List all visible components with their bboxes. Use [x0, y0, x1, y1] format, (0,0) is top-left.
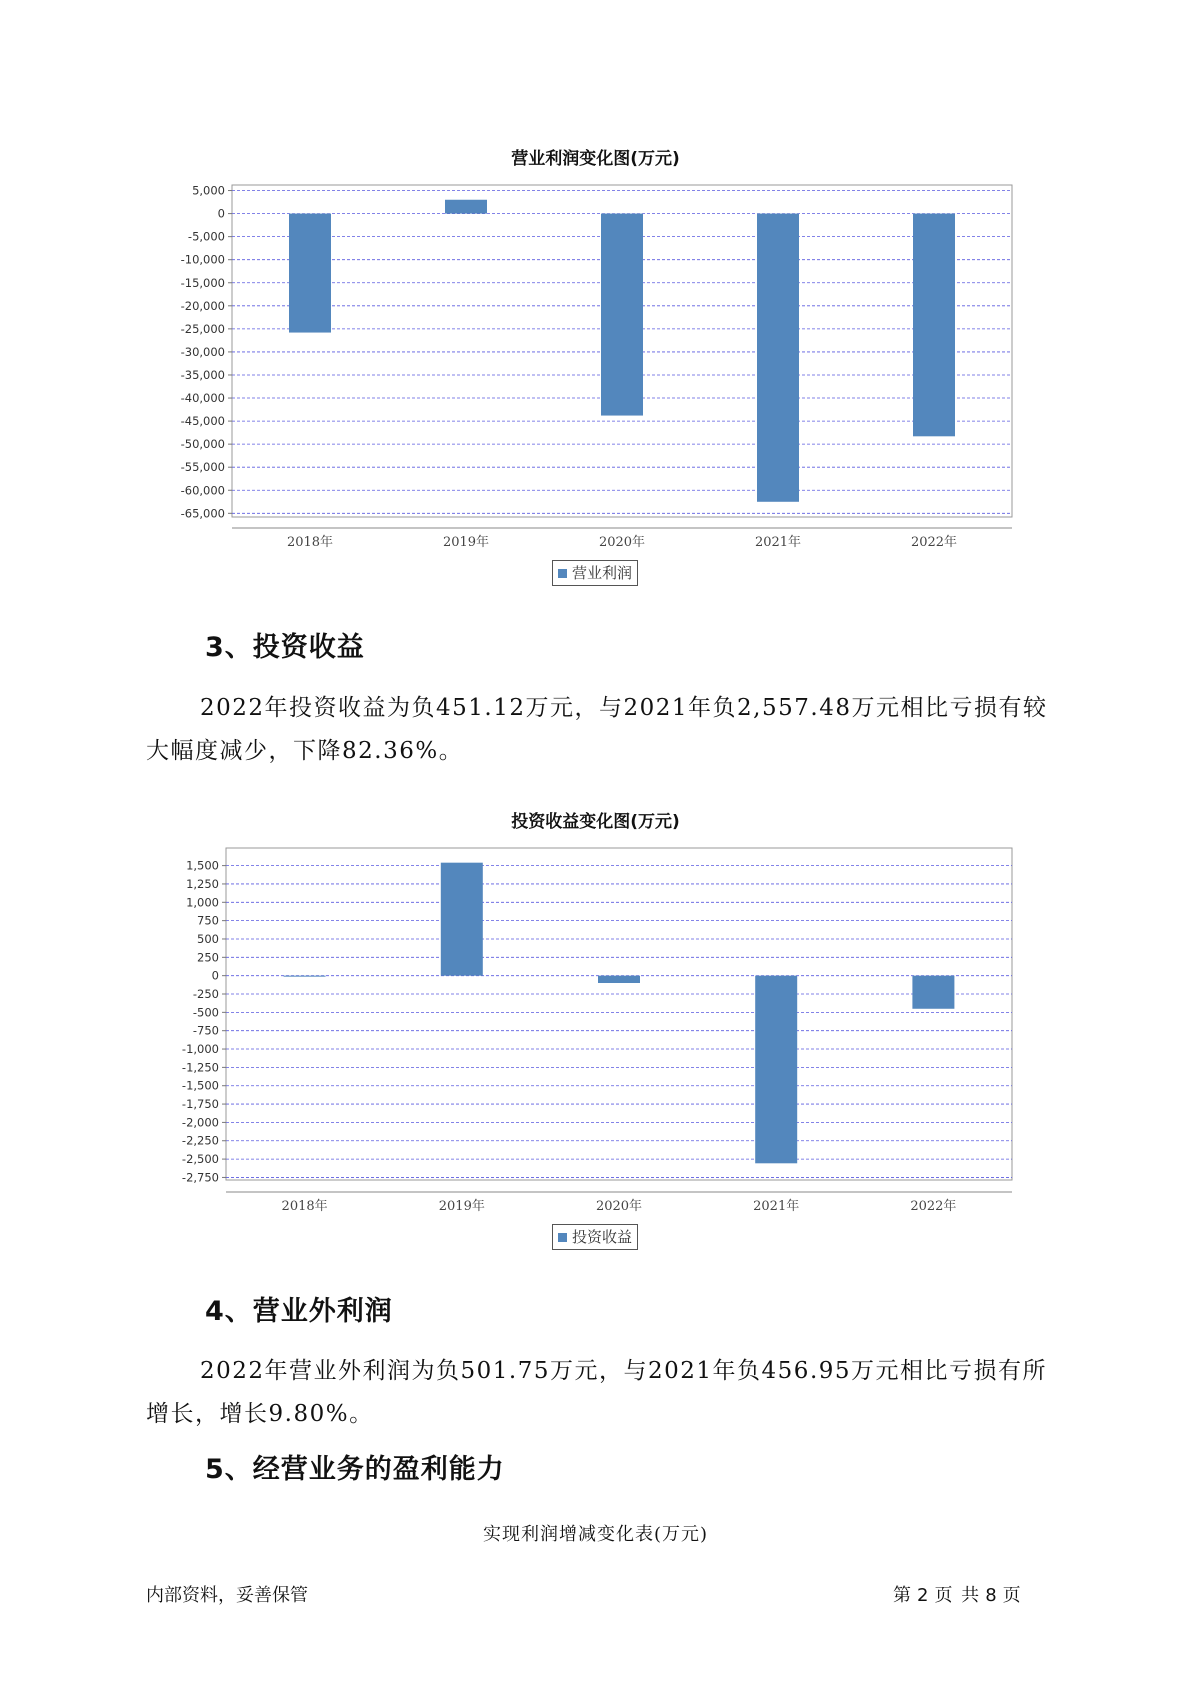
y-tick-label: -1,250	[181, 1060, 219, 1075]
y-tick-label: -30,000	[180, 344, 225, 359]
y-tick-label: 0	[217, 206, 225, 221]
legend-investment-income	[552, 1224, 638, 1250]
x-tick-label: 2020年	[595, 1199, 643, 1214]
bar-2021年	[755, 976, 797, 1164]
y-tick-label: -2,250	[181, 1133, 219, 1148]
section-3-heading: 3、投资收益	[205, 632, 365, 663]
x-tick-label: 2018年	[286, 535, 334, 550]
y-tick-label: -15,000	[180, 275, 225, 290]
x-tick-label: 2021年	[754, 535, 802, 550]
y-tick-label: -35,000	[180, 367, 225, 382]
y-tick-label: 1,000	[186, 895, 219, 910]
y-tick-label: -5,000	[187, 229, 225, 244]
section-4-heading: 4、营业外利润	[205, 1296, 393, 1327]
chart-title-investment-income: 投资收益变化图(万元)	[511, 812, 680, 832]
footer-page-number	[890, 1581, 1024, 1607]
y-tick-label: 500	[197, 931, 219, 946]
page-prefix: 第	[893, 1585, 911, 1606]
section-5-heading: 5、经营业务的盈利能力	[205, 1454, 505, 1485]
y-tick-label: -1,750	[181, 1097, 219, 1112]
x-tick-label: 2021年	[753, 1199, 800, 1214]
y-tick-label: 250	[197, 950, 219, 965]
legend-label: 投资收益	[572, 1228, 633, 1246]
table-caption: 实现利润增减变化表(万元)	[482, 1524, 709, 1545]
y-tick-label: -25,000	[180, 321, 225, 336]
y-tick-label: -2,750	[181, 1170, 219, 1185]
y-tick-label: -1,500	[181, 1078, 219, 1093]
y-tick-label: 1,250	[186, 876, 219, 891]
bar-2020年	[598, 976, 640, 983]
x-tick-label: 2018年	[281, 1199, 328, 1214]
legend-label: 营业利润	[572, 564, 633, 582]
y-tick-label: -55,000	[180, 460, 225, 475]
bar-2022年	[912, 976, 954, 1009]
page-mid: 页 共	[934, 1585, 980, 1606]
y-tick-label: -2,500	[181, 1152, 219, 1167]
footer-confidential-note: 内部资料，妥善保管	[146, 1585, 308, 1606]
y-tick-label: -500	[192, 1005, 219, 1020]
y-tick-label: -50,000	[180, 437, 225, 452]
page-suffix: 页	[1002, 1585, 1021, 1606]
y-tick-label: 1,500	[186, 858, 219, 873]
y-tick-label: -1,000	[181, 1042, 219, 1057]
y-tick-label: -750	[192, 1023, 219, 1038]
y-tick-label: -65,000	[180, 506, 225, 521]
section-3-paragraph: 2022年投资收益为负451.12万元，与2021年负2,557.48万元相比亏损有较大幅度减少，下降82.36%。	[146, 695, 1048, 764]
y-tick-label: -10,000	[180, 252, 225, 267]
bar-2019年	[441, 863, 483, 976]
chart-title-operating-profit: 营业利润变化图(万元)	[511, 149, 680, 169]
plot-area	[226, 848, 1012, 1180]
y-tick-label: -20,000	[180, 298, 225, 313]
y-tick-label: -45,000	[180, 414, 225, 429]
y-tick-label: -40,000	[180, 391, 225, 406]
section-4-paragraph: 2022年营业外利润为负501.75万元，与2021年负456.95万元相比亏损有所增长，增长9.80%。	[146, 1358, 1048, 1427]
x-tick-label: 2022年	[910, 1199, 957, 1214]
y-tick-label: 0	[211, 968, 219, 983]
y-tick-label: 750	[197, 913, 219, 928]
x-tick-label: 2020年	[598, 535, 646, 550]
x-tick-label: 2019年	[442, 535, 490, 550]
y-tick-label: -60,000	[180, 483, 225, 498]
y-tick-label: -2,000	[181, 1115, 219, 1130]
x-tick-label: 2022年	[910, 535, 958, 550]
total-pages: 8	[985, 1585, 997, 1606]
current-page: 2	[917, 1585, 929, 1606]
bar-2018年	[284, 976, 326, 977]
legend-swatch	[558, 1233, 567, 1242]
y-tick-label: -250	[192, 987, 219, 1002]
x-tick-label: 2019年	[438, 1199, 485, 1214]
y-tick-label: 5,000	[192, 183, 225, 198]
